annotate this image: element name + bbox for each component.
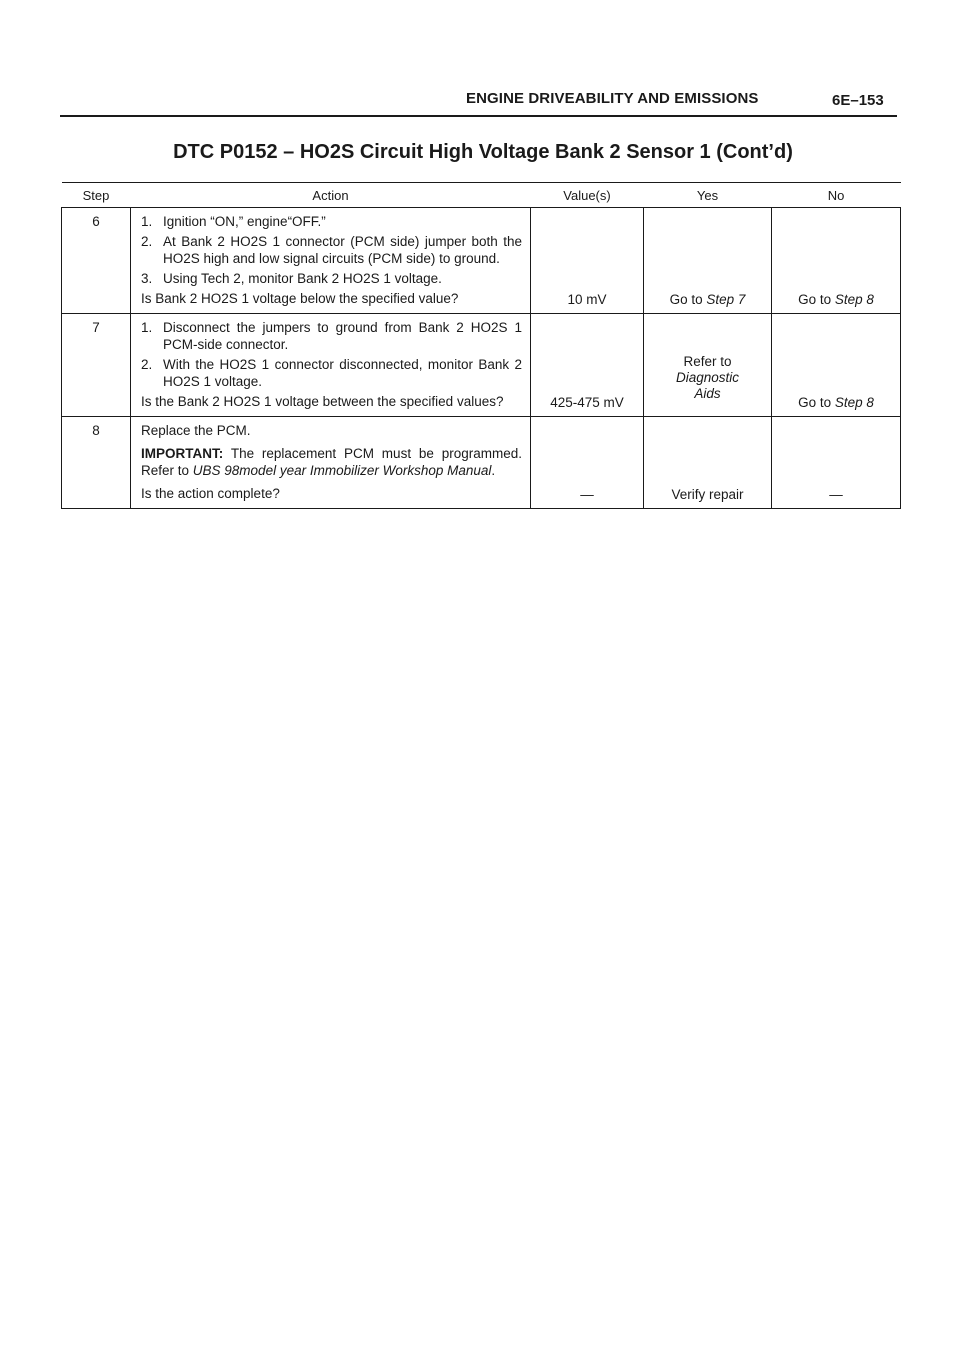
diagnostic-table bbox=[61, 182, 901, 509]
action-cell bbox=[131, 314, 531, 417]
column-header-step: Step bbox=[62, 183, 131, 208]
action-question: Is the action complete? bbox=[141, 486, 280, 501]
value-cell: 425-475 mV bbox=[531, 314, 644, 417]
page-number: 6E–153 bbox=[832, 92, 884, 109]
list-item: 2. At Bank 2 HO2S 1 connector (PCM side) jumper both the HO2S high and low signal circuits (PCM side) to ground. bbox=[141, 234, 522, 266]
page-title: DTC P0152 – HO2S Circuit High Voltage Bank 2 Sensor 1 (Cont’d) bbox=[173, 141, 793, 163]
table-row bbox=[62, 208, 901, 314]
important-note: IMPORTANT: The replacement PCM must be programmed. Refer to UBS 98model year Immobilizer Workshop Manual. bbox=[141, 446, 522, 478]
list-item: 1. Disconnect the jumpers to ground from Bank 2 HO2S 1 PCM-side connector. bbox=[141, 320, 522, 352]
section-title: ENGINE DRIVEABILITY AND EMISSIONS bbox=[466, 90, 759, 107]
action-question: Is Bank 2 HO2S 1 voltage below the specified value? bbox=[141, 291, 459, 306]
value-cell: 10 mV bbox=[531, 208, 644, 314]
step-reference: Step 8 bbox=[834, 292, 874, 307]
header-rule bbox=[60, 115, 897, 117]
yes-cell: Go to Step 7 bbox=[644, 208, 772, 314]
list-item: 3. Using Tech 2, monitor Bank 2 HO2S 1 voltage. bbox=[141, 271, 442, 286]
column-header-yes: Yes bbox=[644, 183, 772, 208]
no-cell: Go to Step 8 bbox=[772, 208, 901, 314]
yes-cell: Verify repair bbox=[644, 417, 772, 509]
no-cell: — bbox=[772, 417, 901, 509]
action-text: Replace the PCM. bbox=[141, 423, 251, 438]
step-number: 8 bbox=[62, 417, 131, 509]
yes-cell: Refer to Diagnostic Aids bbox=[644, 314, 772, 417]
table-row bbox=[62, 417, 901, 509]
step-number: 7 bbox=[62, 314, 131, 417]
column-header-no: No bbox=[772, 183, 901, 208]
action-question: Is the Bank 2 HO2S 1 voltage between the specified values? bbox=[141, 394, 504, 409]
table-row bbox=[62, 314, 901, 417]
table-header-row bbox=[62, 183, 901, 208]
action-cell bbox=[131, 417, 531, 509]
step-number: 6 bbox=[62, 208, 131, 314]
column-header-action: Action bbox=[131, 183, 531, 208]
step-reference: Step 7 bbox=[706, 292, 746, 307]
column-header-values: Value(s) bbox=[531, 183, 644, 208]
list-item: 1. Ignition “ON,” engine“OFF.” bbox=[141, 214, 326, 229]
step-reference: Step 8 bbox=[834, 395, 874, 410]
action-cell bbox=[131, 208, 531, 314]
value-cell: — bbox=[531, 417, 644, 509]
manual-reference: UBS 98model year Immobilizer Workshop Manual bbox=[192, 463, 492, 478]
no-cell: Go to Step 8 bbox=[772, 314, 901, 417]
list-item: 2. With the HO2S 1 connector disconnected, monitor Bank 2 HO2S 1 voltage. bbox=[141, 357, 522, 389]
